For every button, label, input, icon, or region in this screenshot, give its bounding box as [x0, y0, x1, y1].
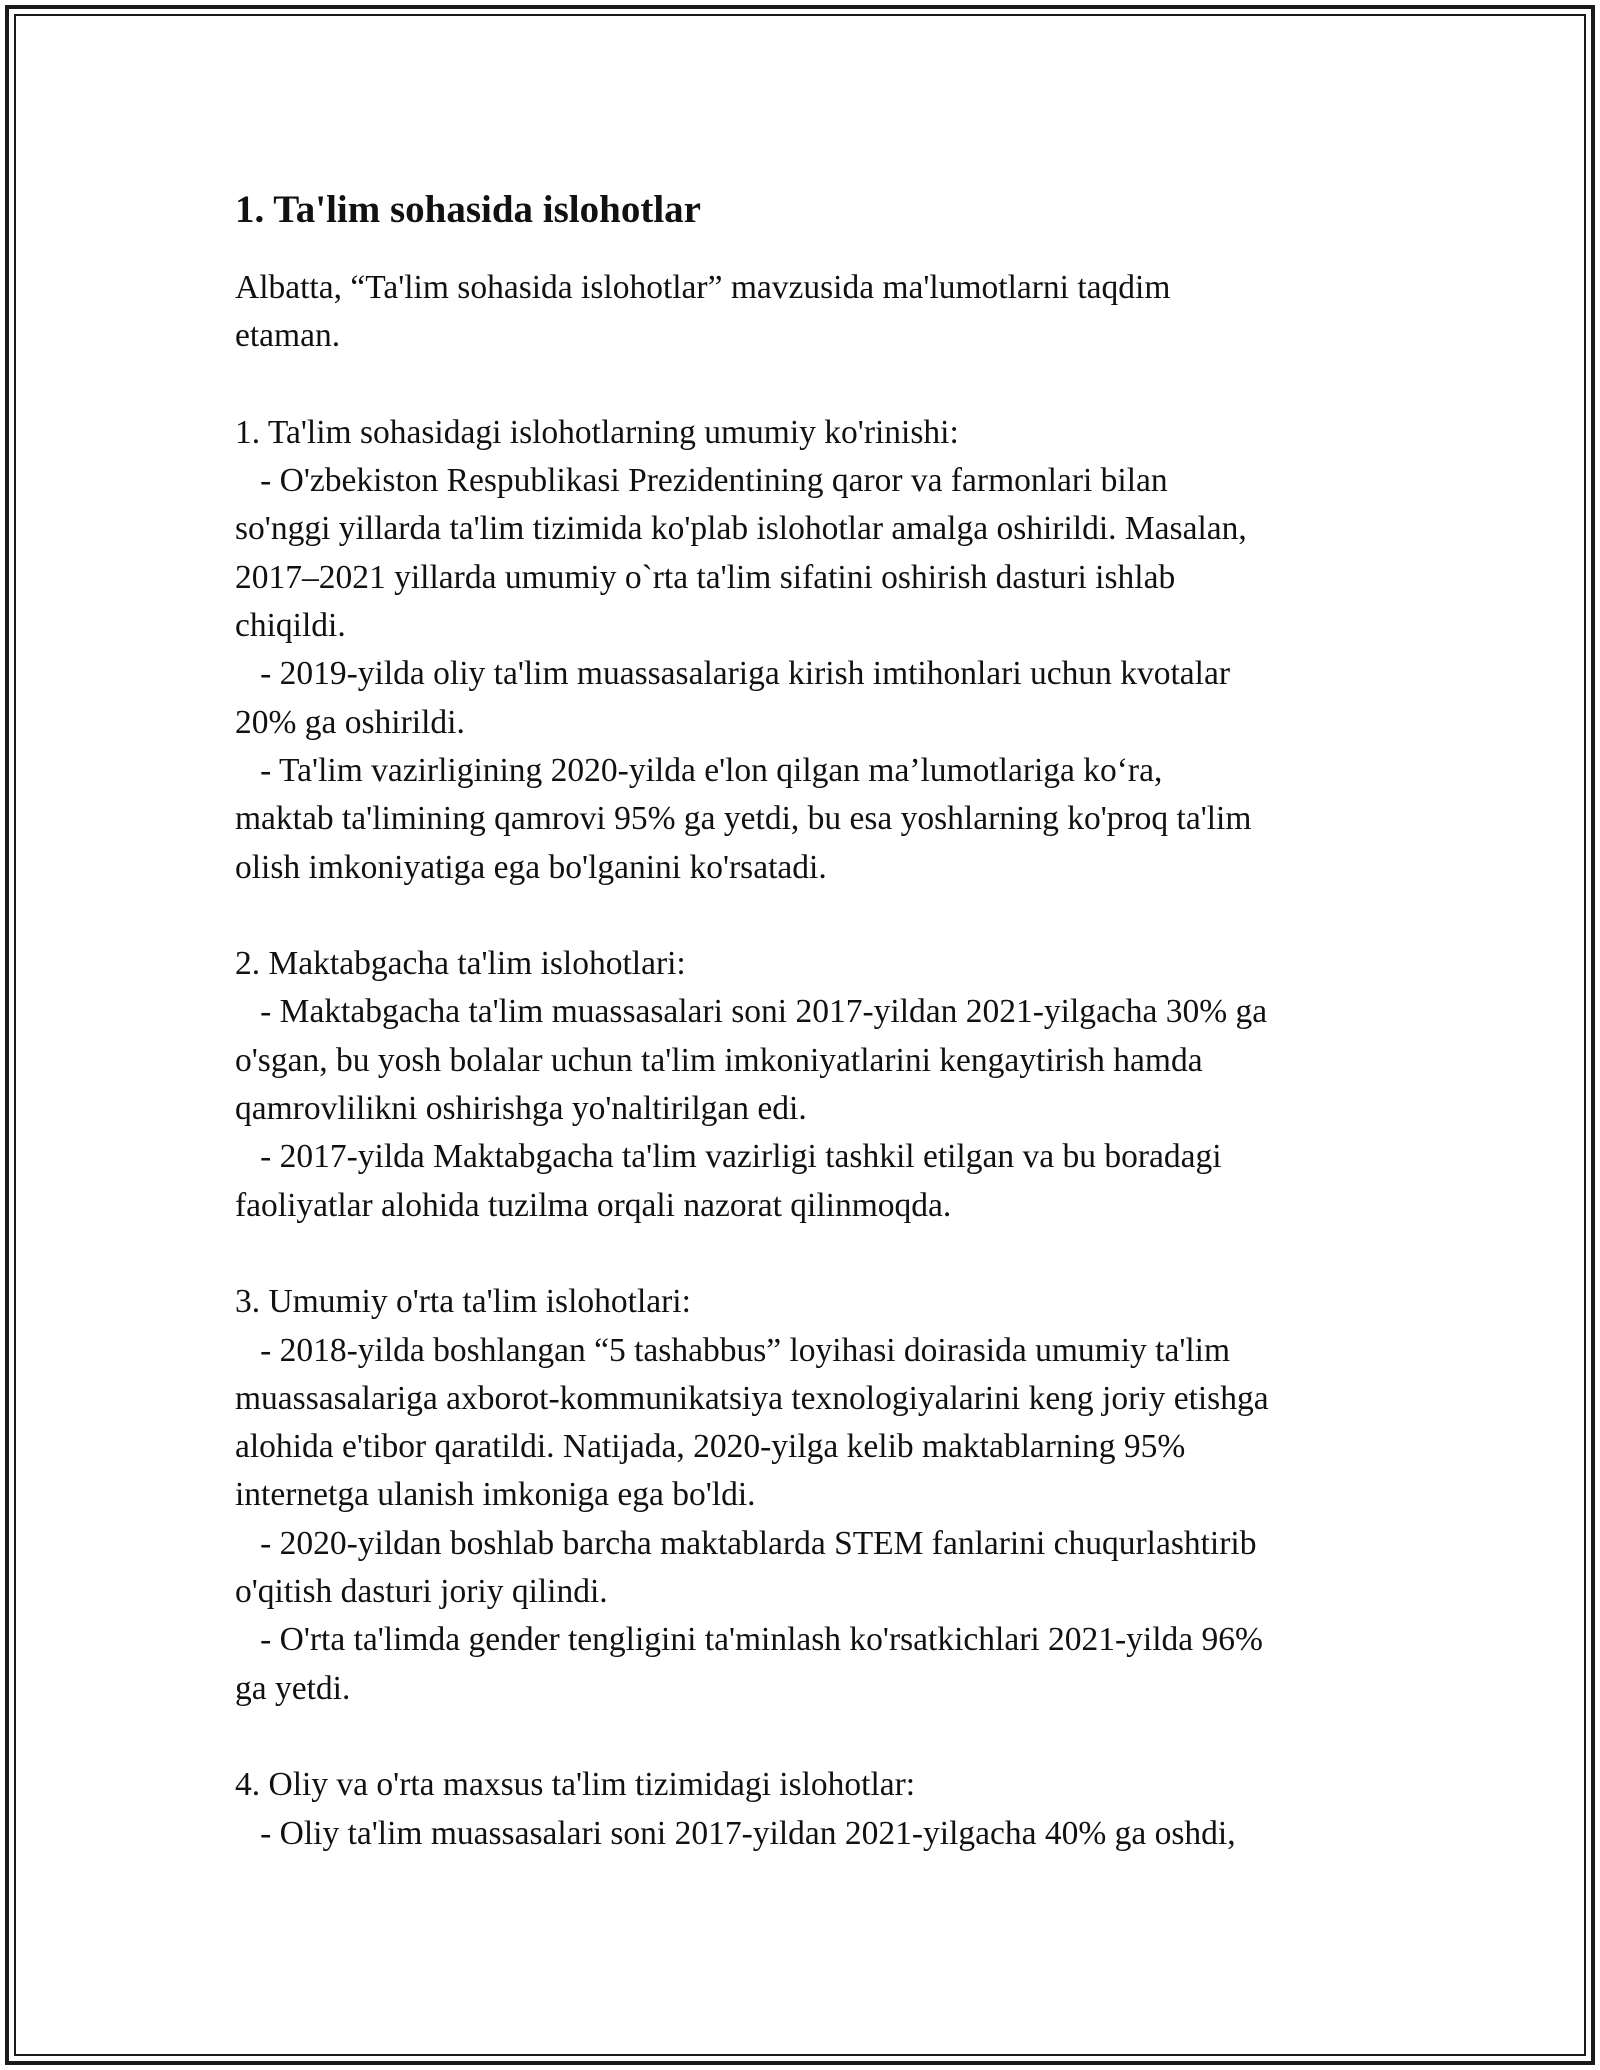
body-line: olish imkoniyatiga ega bo'lganini ko'rsatadi.: [235, 848, 827, 886]
blank-line: [235, 1230, 1395, 1278]
body-line: - Oliy ta'lim muassasalari soni 2017-yildan 2021-yilgacha 40% ga oshdi,: [235, 1814, 1236, 1852]
body-line: muassasalariga axborot-kommunikatsiya texnologiyalarini keng joriy etishga: [235, 1379, 1269, 1417]
body-line: ga yetdi.: [235, 1669, 351, 1707]
body-line: chiqildi.: [235, 607, 346, 645]
body-line: 2017–2021 yillarda umumiy o`rta ta'lim sifatini oshirish dasturi ishlab: [235, 558, 1176, 596]
blank-line: [235, 892, 1395, 940]
body-line: etaman.: [235, 317, 341, 355]
body-line: Albatta, “Ta'lim sohasida islohotlar” mavzusida ma'lumotlarni taqdim: [235, 269, 1171, 306]
section-heading-4: 4. Oliy va o'rta maxsus ta'lim tizimidagi islohotlar:: [235, 1766, 916, 1804]
body-line: - 2018-yilda boshlangan “5 tashabbus” loyihasi doirasida umumiy ta'lim: [235, 1331, 1231, 1369]
body-line: - O'zbekiston Respublikasi Prezidentining qaror va farmonlari bilan: [235, 462, 1168, 500]
document-page: [235, 186, 1395, 1858]
body-line: - Ta'lim vazirligining 2020-yilda e'lon qilgan ma’lumotlariga ko‘ra,: [235, 751, 1163, 789]
body-line: qamrovlilikni oshirishga yo'naltirilgan edi.: [235, 1090, 807, 1128]
body-line: o'qitish dasturi joriy qilindi.: [235, 1573, 608, 1611]
section-heading-3: 3. Umumiy o'rta ta'lim islohotlari:: [235, 1283, 691, 1321]
body-line: so'nggi yillarda ta'lim tizimida ko'plab islohotlar amalga oshirildi. Masalan,: [235, 510, 1247, 548]
body-line: internetga ulanish imkoniga ega bo'ldi.: [235, 1476, 756, 1514]
body-line: 20% ga oshirildi.: [235, 703, 465, 741]
body-line: - 2019-yilda oliy ta'lim muassasalariga kirish imtihonlari uchun kvotalar: [235, 655, 1231, 693]
body-line: alohida e'tibor qaratildi. Natijada, 2020-yilga kelib maktablarning 95%: [235, 1428, 1186, 1466]
blank-line: [235, 1713, 1395, 1761]
document-body: [235, 264, 1395, 1858]
section-heading-1: 1. Ta'lim sohasidagi islohotlarning umumiy ko'rinishi:: [235, 413, 959, 451]
body-line: faoliyatlar alohida tuzilma orqali nazorat qilinmoqda.: [235, 1186, 952, 1224]
body-line: - 2020-yildan boshlab barcha maktablarda STEM fanlarini chuqurlashtirib: [235, 1524, 1257, 1562]
body-line: - O'rta ta'limda gender tengligini ta'minlash ko'rsatkichlari 2021-yilda 96%: [235, 1621, 1263, 1659]
document-title: 1. Ta'lim sohasida islohotlar: [235, 188, 701, 231]
body-line: o'sgan, bu yosh bolalar uchun ta'lim imkoniyatlarini kengaytirish hamda: [235, 1041, 1203, 1079]
body-line: maktab ta'limining qamrovi 95% ga yetdi, bu esa yoshlarning ko'proq ta'lim: [235, 800, 1252, 838]
blank-line: [235, 361, 1395, 409]
body-line: - Maktabgacha ta'lim muassasalari soni 2017-yildan 2021-yilgacha 30% ga: [235, 993, 1268, 1031]
section-heading-2: 2. Maktabgacha ta'lim islohotlari:: [235, 945, 686, 983]
body-line: - 2017-yilda Maktabgacha ta'lim vazirligi tashkil etilgan va bu boradagi: [235, 1138, 1222, 1176]
